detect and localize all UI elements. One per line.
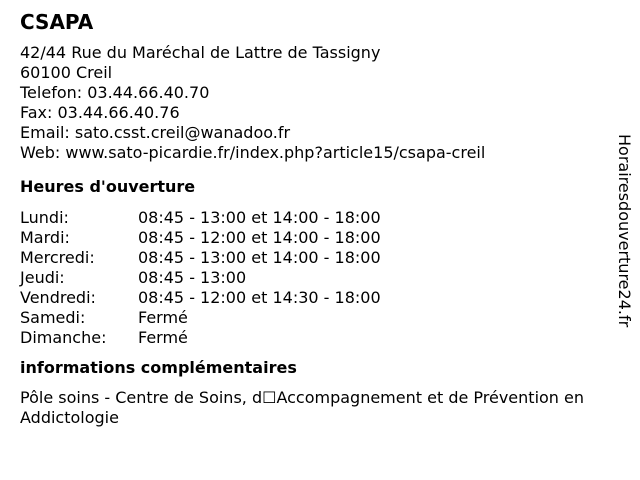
day-label: Mardi: [20,228,70,247]
opening-hours-table [20,208,381,348]
additional-info-heading: informations complémentaires [20,358,297,377]
day-label: Dimanche: [20,328,107,347]
day-label: Vendredi: [20,288,96,307]
phone-number: Telefon: 03.44.66.40.70 [20,83,210,102]
additional-info-text: Pôle soins - Centre de Soins, d☐Accompagnement et de Prévention en Addictologie [20,388,585,427]
business-listing [20,8,610,428]
fax-number: Fax: 03.44.66.40.76 [20,103,180,122]
day-hours: 08:45 - 13:00 [138,268,247,287]
address-block [20,43,610,163]
day-label: Samedi: [20,308,86,327]
city-postcode: 60100 Creil [20,63,113,82]
day-label: Jeudi: [20,268,65,287]
hours-row-sunday [20,328,381,348]
hours-row-friday [20,288,381,308]
hours-row-wednesday [20,248,381,268]
day-hours: 08:45 - 13:00 et 14:00 - 18:00 [138,208,381,227]
day-hours: 08:45 - 13:00 et 14:00 - 18:00 [138,248,381,267]
day-hours: Fermé [138,308,188,327]
hours-row-thursday [20,268,381,288]
day-hours: 08:45 - 12:00 et 14:30 - 18:00 [138,288,381,307]
day-label: Mercredi: [20,248,95,267]
day-hours: 08:45 - 12:00 et 14:00 - 18:00 [138,228,381,247]
day-label: Lundi: [20,208,69,227]
hours-row-saturday [20,308,381,328]
street-address: 42/44 Rue du Maréchal de Lattre de Tassigny [20,43,381,62]
hours-row-monday [20,208,381,228]
website-address: Web: www.sato-picardie.fr/index.php?article15/csapa-creil [20,143,486,162]
email-address: Email: sato.csst.creil@wanadoo.fr [20,123,291,142]
day-hours: Fermé [138,328,188,347]
opening-hours-heading: Heures d'ouverture [20,177,196,196]
site-watermark: Horairesdouverture24.fr [615,134,634,328]
hours-row-tuesday [20,228,381,248]
business-name: CSAPA [20,10,94,34]
